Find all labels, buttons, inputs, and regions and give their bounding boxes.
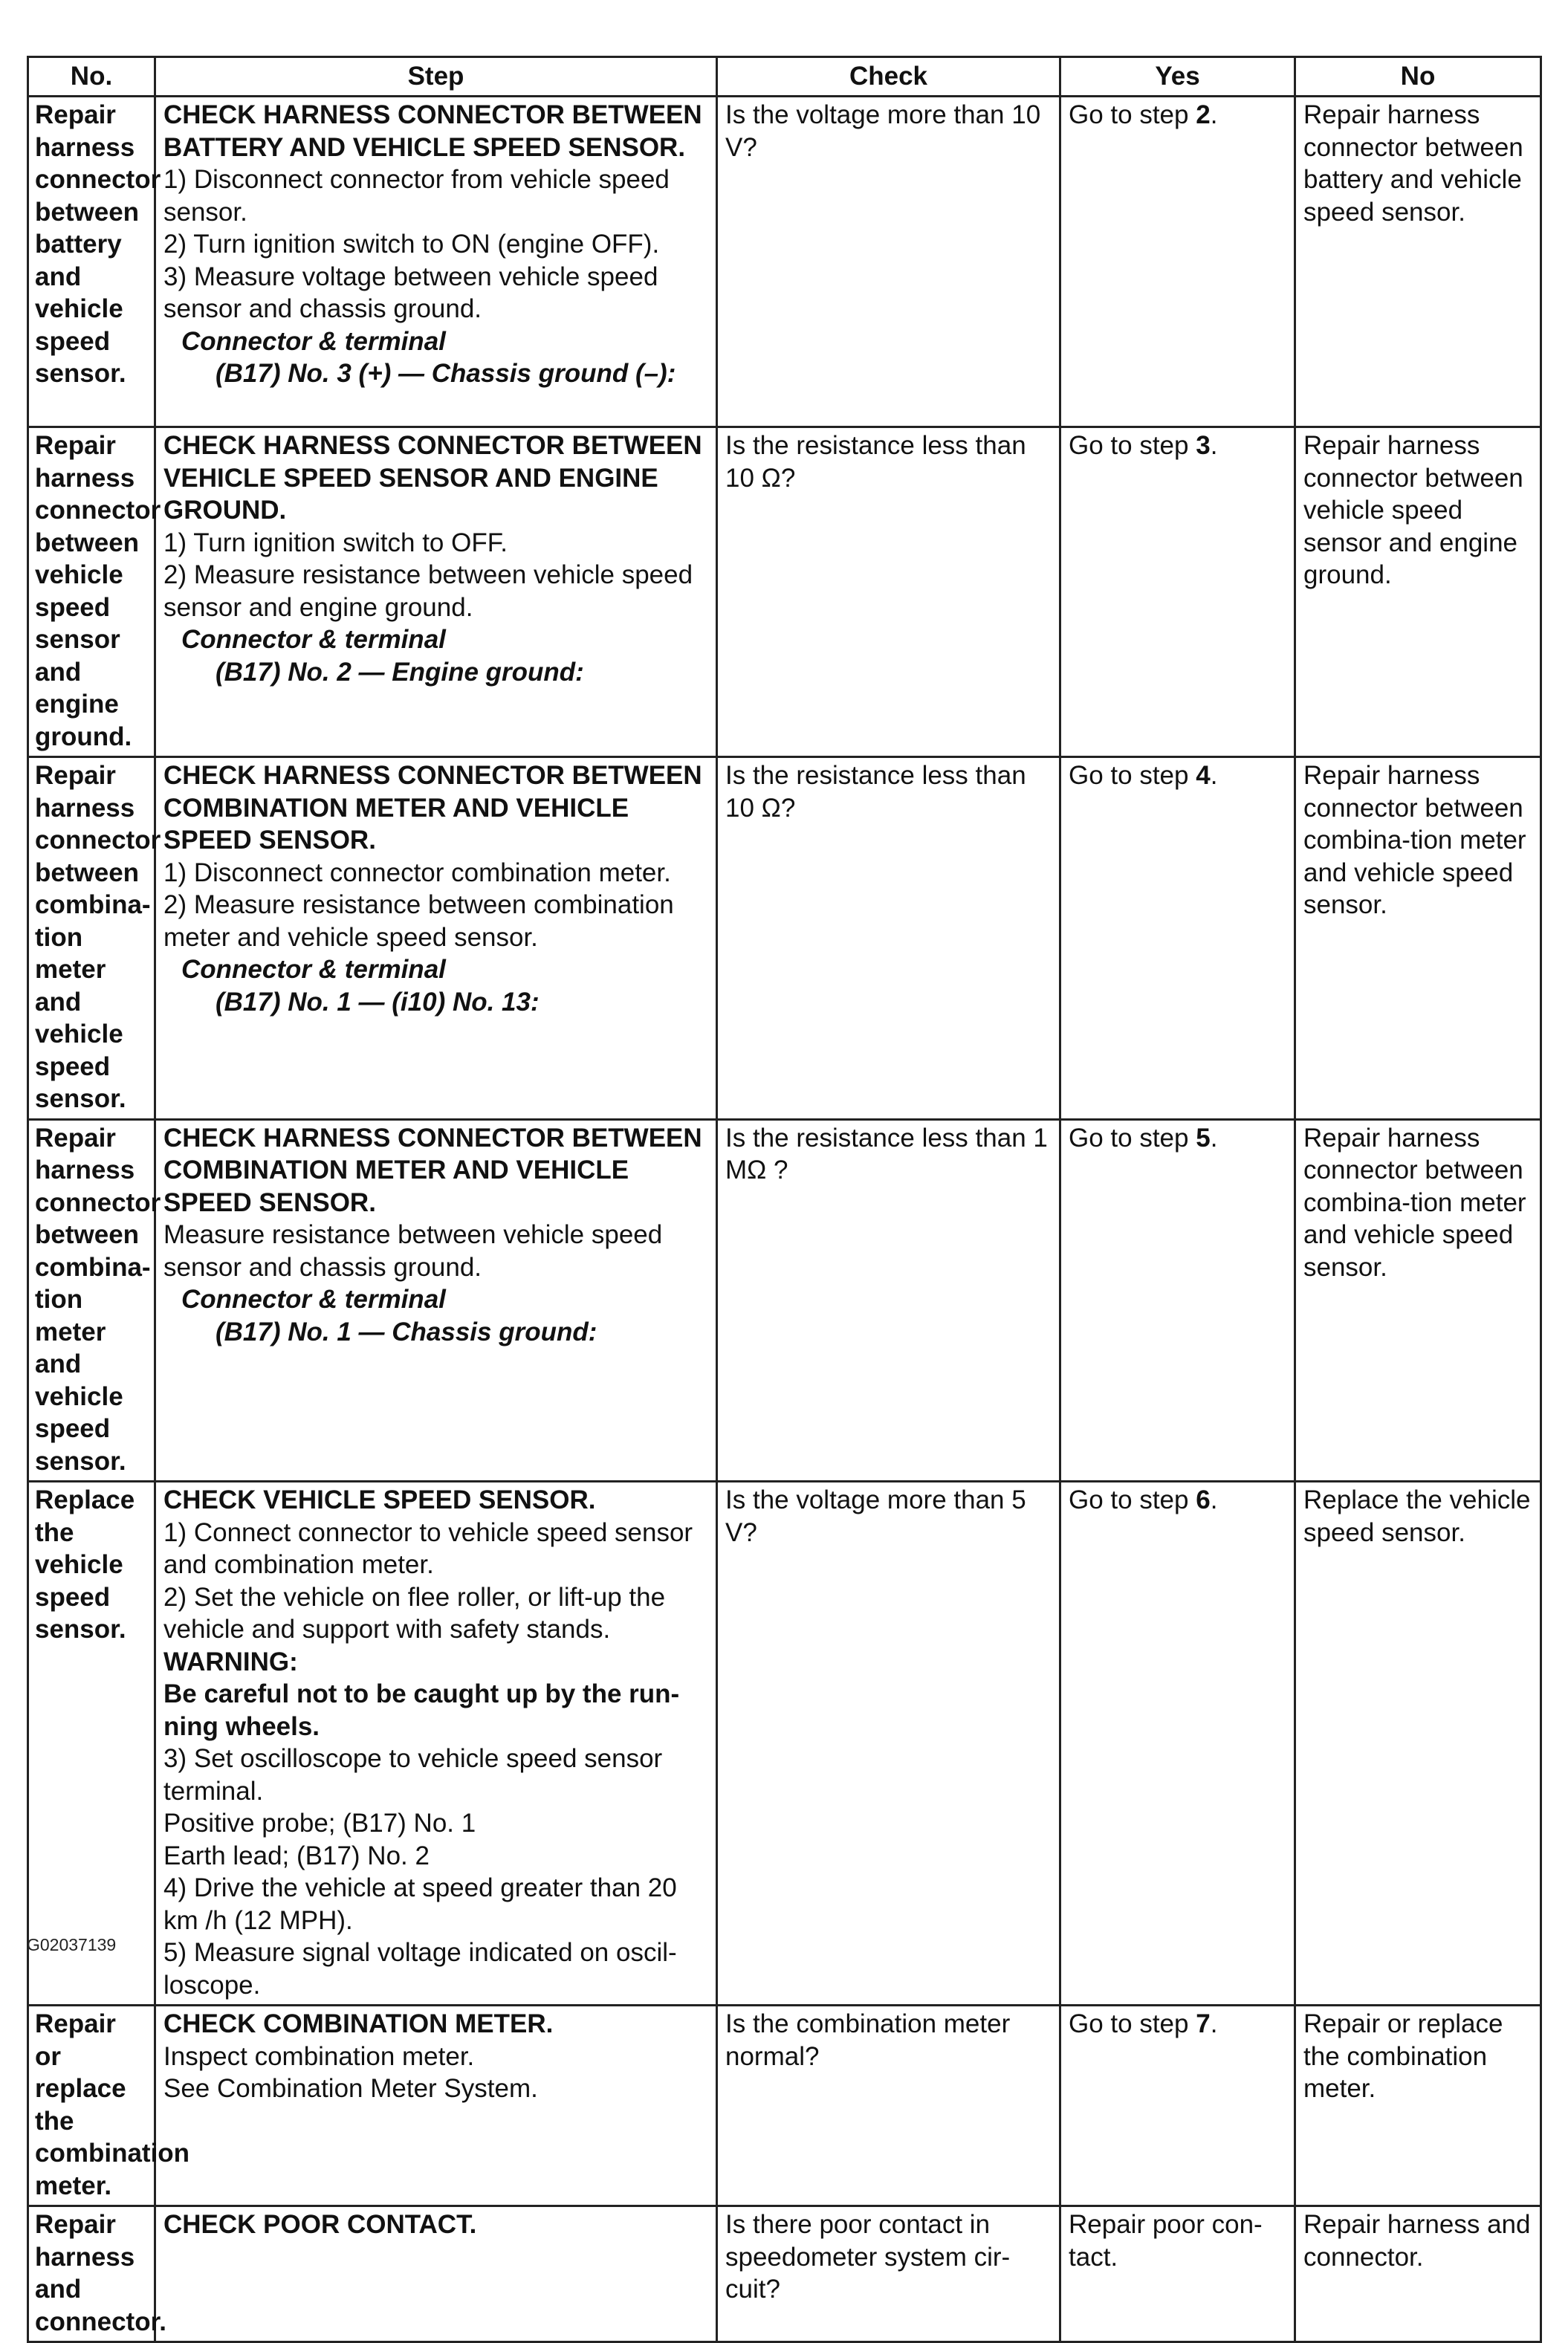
connector-heading: Connector & terminal [181,625,446,654]
step-title: CHECK HARNESS CONNECTOR BETWEEN COMBINATION METER AND VEHICLE SPEED SENSOR. [163,761,702,855]
diagnostic-table [27,56,1542,2343]
step-line: 5) Measure signal voltage indicated on oscil-loscope. [163,1938,677,2000]
step-line: 2) Turn ignition switch to ON (engine OFF). [163,230,660,259]
step-line: Earth lead; (B17) No. 2 [163,1841,430,1870]
step-line: Positive probe; (B17) No. 1 [163,1809,476,1838]
yes-cell [1060,2006,1295,2206]
step-number: Repair harness connector between battery and vehicle speed sensor. [28,97,155,427]
yes-suffix: . [1210,431,1218,460]
no-cell: Repair or replace the combination meter. [1295,2006,1541,2206]
check-cell: Is there poor contact in speedometer system cir-cuit? [717,2206,1060,2342]
yes-cell: Repair poor con-tact. [1060,2206,1295,2342]
step-cell [155,2006,717,2206]
table-row [28,1482,1541,2006]
check-cell: Is the resistance less than 10 Ω? [717,427,1060,757]
table-row [28,427,1541,757]
step-line: 1) Disconnect connector from vehicle speed sensor. [163,165,670,227]
step-number: Repair harness connector between vehicle speed sensor and engine ground. [28,427,155,757]
yes-step-number: 5 [1196,1123,1211,1153]
connector-value: (B17) No. 3 (+) — Chassis ground (–): [216,359,676,388]
step-cell [155,2206,717,2342]
step-title: CHECK HARNESS CONNECTOR BETWEEN COMBINATION METER AND VEHICLE SPEED SENSOR. [163,1123,702,1217]
warning-heading: WARNING: [163,1647,298,1676]
header-row [28,57,1541,97]
yes-prefix: Go to step [1069,1485,1196,1514]
yes-cell [1060,427,1295,757]
no-cell: Repair harness connector between battery and vehicle speed sensor. [1295,97,1541,427]
warning-text: Be careful not to be caught up by the run-ning wheels. [163,1679,680,1741]
step-title: CHECK POOR CONTACT. [163,2210,477,2239]
no-cell: Repair harness connector between combina-tion meter and vehicle speed sensor. [1295,1119,1541,1482]
no-cell: Repair harness connector between vehicle speed sensor and engine ground. [1295,427,1541,757]
header-no: No. [28,57,155,97]
yes-step-number: 3 [1196,431,1211,460]
step-line: 1) Disconnect connector combination meter. [163,858,671,887]
step-title: CHECK HARNESS CONNECTOR BETWEEN BATTERY AND VEHICLE SPEED SENSOR. [163,100,702,162]
connector-heading: Connector & terminal [181,955,446,984]
yes-cell [1060,757,1295,1120]
step-line: 3) Set oscilloscope to vehicle speed sensor terminal. [163,1744,663,1806]
step-line: 4) Drive the vehicle at speed greater than 20 km /h (12 MPH). [163,1873,677,1935]
connector-value: (B17) No. 1 — (i10) No. 13: [216,987,540,1017]
yes-prefix: Go to step [1069,2009,1196,2038]
step-number: Replace the vehicle speed sensor. [28,1482,155,2006]
figure-id: G02037139 [27,1935,117,1954]
step-cell [155,427,717,757]
yes-prefix: Go to step [1069,100,1196,129]
step-line: Measure resistance between vehicle speed sensor and chassis ground. [163,1220,663,1282]
yes-step-number: 6 [1196,1485,1211,1514]
yes-prefix: Go to step [1069,1123,1196,1153]
yes-prefix: Go to step [1069,761,1196,790]
step-line: See Combination Meter System. [163,2074,538,2103]
step-title: CHECK VEHICLE SPEED SENSOR. [163,1485,596,1514]
yes-cell [1060,1482,1295,2006]
header-step: Step [155,57,717,97]
no-cell: Replace the vehicle speed sensor. [1295,1482,1541,2006]
step-line: 1) Connect connector to vehicle speed sensor and combination meter. [163,1517,693,1579]
yes-suffix: . [1210,2009,1218,2038]
yes-step-number: 4 [1196,761,1211,790]
connector-heading: Connector & terminal [181,1285,446,1314]
diagnostic-procedure-sheet [27,56,1540,2343]
check-cell: Is the combination meter normal? [717,2006,1060,2206]
header-yes: Yes [1060,57,1295,97]
step-cell [155,1482,717,2006]
yes-step-number: 2 [1196,100,1211,129]
yes-step-number: 7 [1196,2009,1211,2038]
table-row [28,2006,1541,2206]
step-number: Repair or replace the combination meter. [28,2006,155,2206]
step-line: 1) Turn ignition switch to OFF. [163,528,508,557]
check-cell: Is the voltage more than 10 V? [717,97,1060,427]
step-line: 2) Set the vehicle on flee roller, or lift-up the vehicle and support with safety stands. [163,1582,666,1644]
yes-suffix: . [1210,100,1218,129]
step-title: CHECK COMBINATION METER. [163,2009,554,2038]
table-row [28,97,1541,427]
header-no-result: No [1295,57,1541,97]
yes-suffix: . [1210,1123,1218,1153]
yes-cell [1060,1119,1295,1482]
step-line: Inspect combination meter. [163,2041,475,2071]
step-line: 3) Measure voltage between vehicle speed sensor and chassis ground. [163,262,658,323]
no-cell: Repair harness connector between combina-tion meter and vehicle speed sensor. [1295,757,1541,1120]
connector-value: (B17) No. 2 — Engine ground: [216,657,584,687]
step-cell [155,97,717,427]
step-number: Repair harness connector between combina-tion meter and vehicle speed sensor. [28,757,155,1120]
yes-cell [1060,97,1295,427]
yes-suffix: . [1210,1485,1218,1514]
step-title: CHECK HARNESS CONNECTOR BETWEEN VEHICLE SPEED SENSOR AND ENGINE GROUND. [163,431,702,525]
step-number: Repair harness and connector. [28,2206,155,2342]
step-cell [155,757,717,1120]
yes-prefix: Go to step [1069,431,1196,460]
table-row [28,757,1541,1120]
check-cell: Is the resistance less than 10 Ω? [717,757,1060,1120]
step-line: 2) Measure resistance between vehicle speed sensor and engine ground. [163,560,693,622]
step-cell [155,1119,717,1482]
step-number: Repair harness connector between combina-tion meter and vehicle speed sensor. [28,1119,155,1482]
header-check: Check [717,57,1060,97]
check-cell: Is the resistance less than 1 MΩ ? [717,1119,1060,1482]
step-line: 2) Measure resistance between combination meter and vehicle speed sensor. [163,890,674,952]
connector-heading: Connector & terminal [181,326,446,356]
table-row [28,1119,1541,1482]
check-cell: Is the voltage more than 5 V? [717,1482,1060,2006]
table-row [28,2206,1541,2342]
no-cell: Repair harness and connector. [1295,2206,1541,2342]
connector-value: (B17) No. 1 — Chassis ground: [216,1317,597,1347]
yes-suffix: . [1210,761,1218,790]
